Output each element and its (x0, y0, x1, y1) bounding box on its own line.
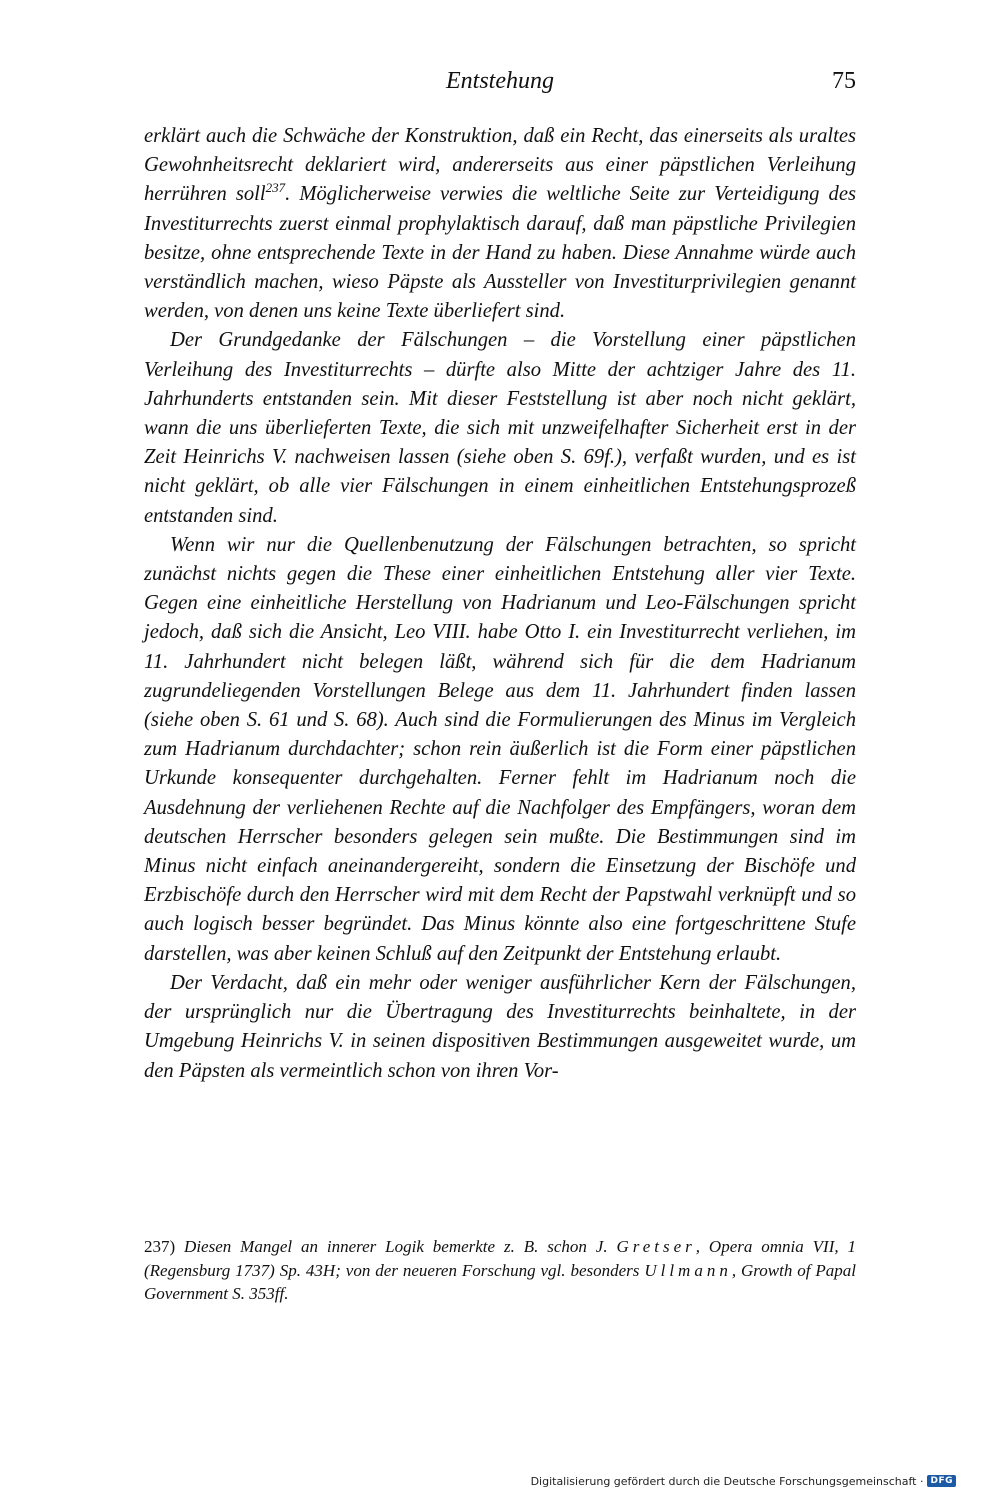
body-text (144, 122, 856, 1086)
digitization-credit (531, 1472, 956, 1490)
footnote-author-ullmann: Ullmann (644, 1260, 732, 1280)
paragraph-1-text-b: . Möglicherweise verwies die weltliche Seite zur Verteidigung des Investiturrechts zuerst einmal prophylaktisch darauf, daß man päpstliche Privilegien besitze, ohne entsprechende Texte in der Hand zu haben. Diese Annahme würde auch verständlich machen, wieso Päpste als Aussteller von Investiturprivilegien genannt werden, von denen uns keine Texte überliefert sind. (144, 183, 856, 323)
paragraph-1 (144, 122, 856, 326)
footnote-text-b: , Opera omnia VII, 1 (Regensburg 1737) Sp. 43H; von der neueren Forschung vgl. besonders (144, 1237, 856, 1280)
footnote-number: 237) (144, 1237, 176, 1256)
footnote-text-c: , Growth of Papal Government S. 353ff. (144, 1260, 857, 1303)
paragraph-1-text-a: erklärt auch die Schwäche der Konstruktion, daß ein Recht, das einerseits als uraltes Gewohnheitsrecht deklariert wird, andererseits aus einer päpstlichen Verleihung herrühren soll (144, 125, 856, 206)
footnote-author-gretser: Gretser (616, 1237, 696, 1256)
footnote-text-a: Diesen Mangel an innerer Logik bemerkte z. B. schon J. (175, 1237, 617, 1256)
paragraph-2: Der Grundgedanke der Fälschungen – die Vorstellung einer päpstlichen Verleihung des Investiturrechts – dürfte also Mitte der achtziger Jahre des 11. Jahrhunderts entstanden sein. Mit dieser Feststellung ist aber noch nicht geklärt, wann die uns überlieferten Texte, die sich mit unzweifelhafter Sicherheit erst in der Zeit Heinrichs V. nachweisen lassen (siehe oben S. 69f.), verfaßt wurden, und es ist nicht geklärt, ob alle vier Fälschungen in einem einheitlichen Entstehungsprozeß entstanden sind. (144, 329, 856, 527)
credit-text: Digitalisierung gefördert durch die Deutsche Forschungsgemeinschaft · (530, 1474, 924, 1488)
page-number: 75 (832, 68, 856, 94)
paragraph-3: Wenn wir nur die Quellenbenutzung der Fälschungen betrachten, so spricht zunächst nichts gegen die These einer einheitlichen Entstehung aller vier Texte. Gegen eine einheitliche Herstellung von Hadrianum und Leo-Fälschungen spricht jedoch, daß sich die Ansicht, Leo VIII. habe Otto I. ein Investiturrecht verliehen, im 11. Jahrhundert nicht belegen läßt, während sich für die dem Hadrianum zugrundeliegenden Vorstellungen Belege aus dem 11. Jahrhundert finden lassen (siehe oben S. 61 und S. 68). Auch sind die Formulierungen des Minus im Vergleich zum Hadrianum durchdachter; schon rein äußerlich ist die Form einer päpstlichen Urkunde konsequenter durchgehalten. Ferner fehlt im Hadrianum noch die Ausdehnung der verliehenen Rechte auf die Nachfolger des Empfängers, woran dem deutschen Herrscher besonders gelegen sein mußte. Die Bestimmungen sind im Minus nicht einfach aneinandergereiht, sondern die Einsetzung der Bischöfe und Erzbischöfe durch den Herrscher wird mit dem Recht der Papstwahl verknüpft und so auch logisch besser begründet. Das Minus könnte also eine fortgeschrittene Stufe darstellen, was aber keinen Schluß auf den Zeitpunkt der Entstehung erlaubt. (144, 533, 856, 965)
running-title: Entstehung (446, 68, 554, 94)
footnotes (144, 1235, 856, 1306)
dfg-logo-icon: DFG (927, 1475, 956, 1487)
paragraph-4: Der Verdacht, daß ein mehr oder weniger ausführlicher Kern der Fälschungen, der ursprünglich nur die Übertragung des Investiturrechts beinhaltete, in der Umgebung Heinrichs V. in seinen dispositiven Bestimmungen ausgeweitet wurde, um den Päpsten als vermeintlich schon von ihren Vor- (144, 971, 856, 1082)
footnote-reference[interactable]: 237 (265, 180, 286, 196)
footnote-237 (144, 1235, 856, 1306)
running-head (144, 68, 856, 104)
